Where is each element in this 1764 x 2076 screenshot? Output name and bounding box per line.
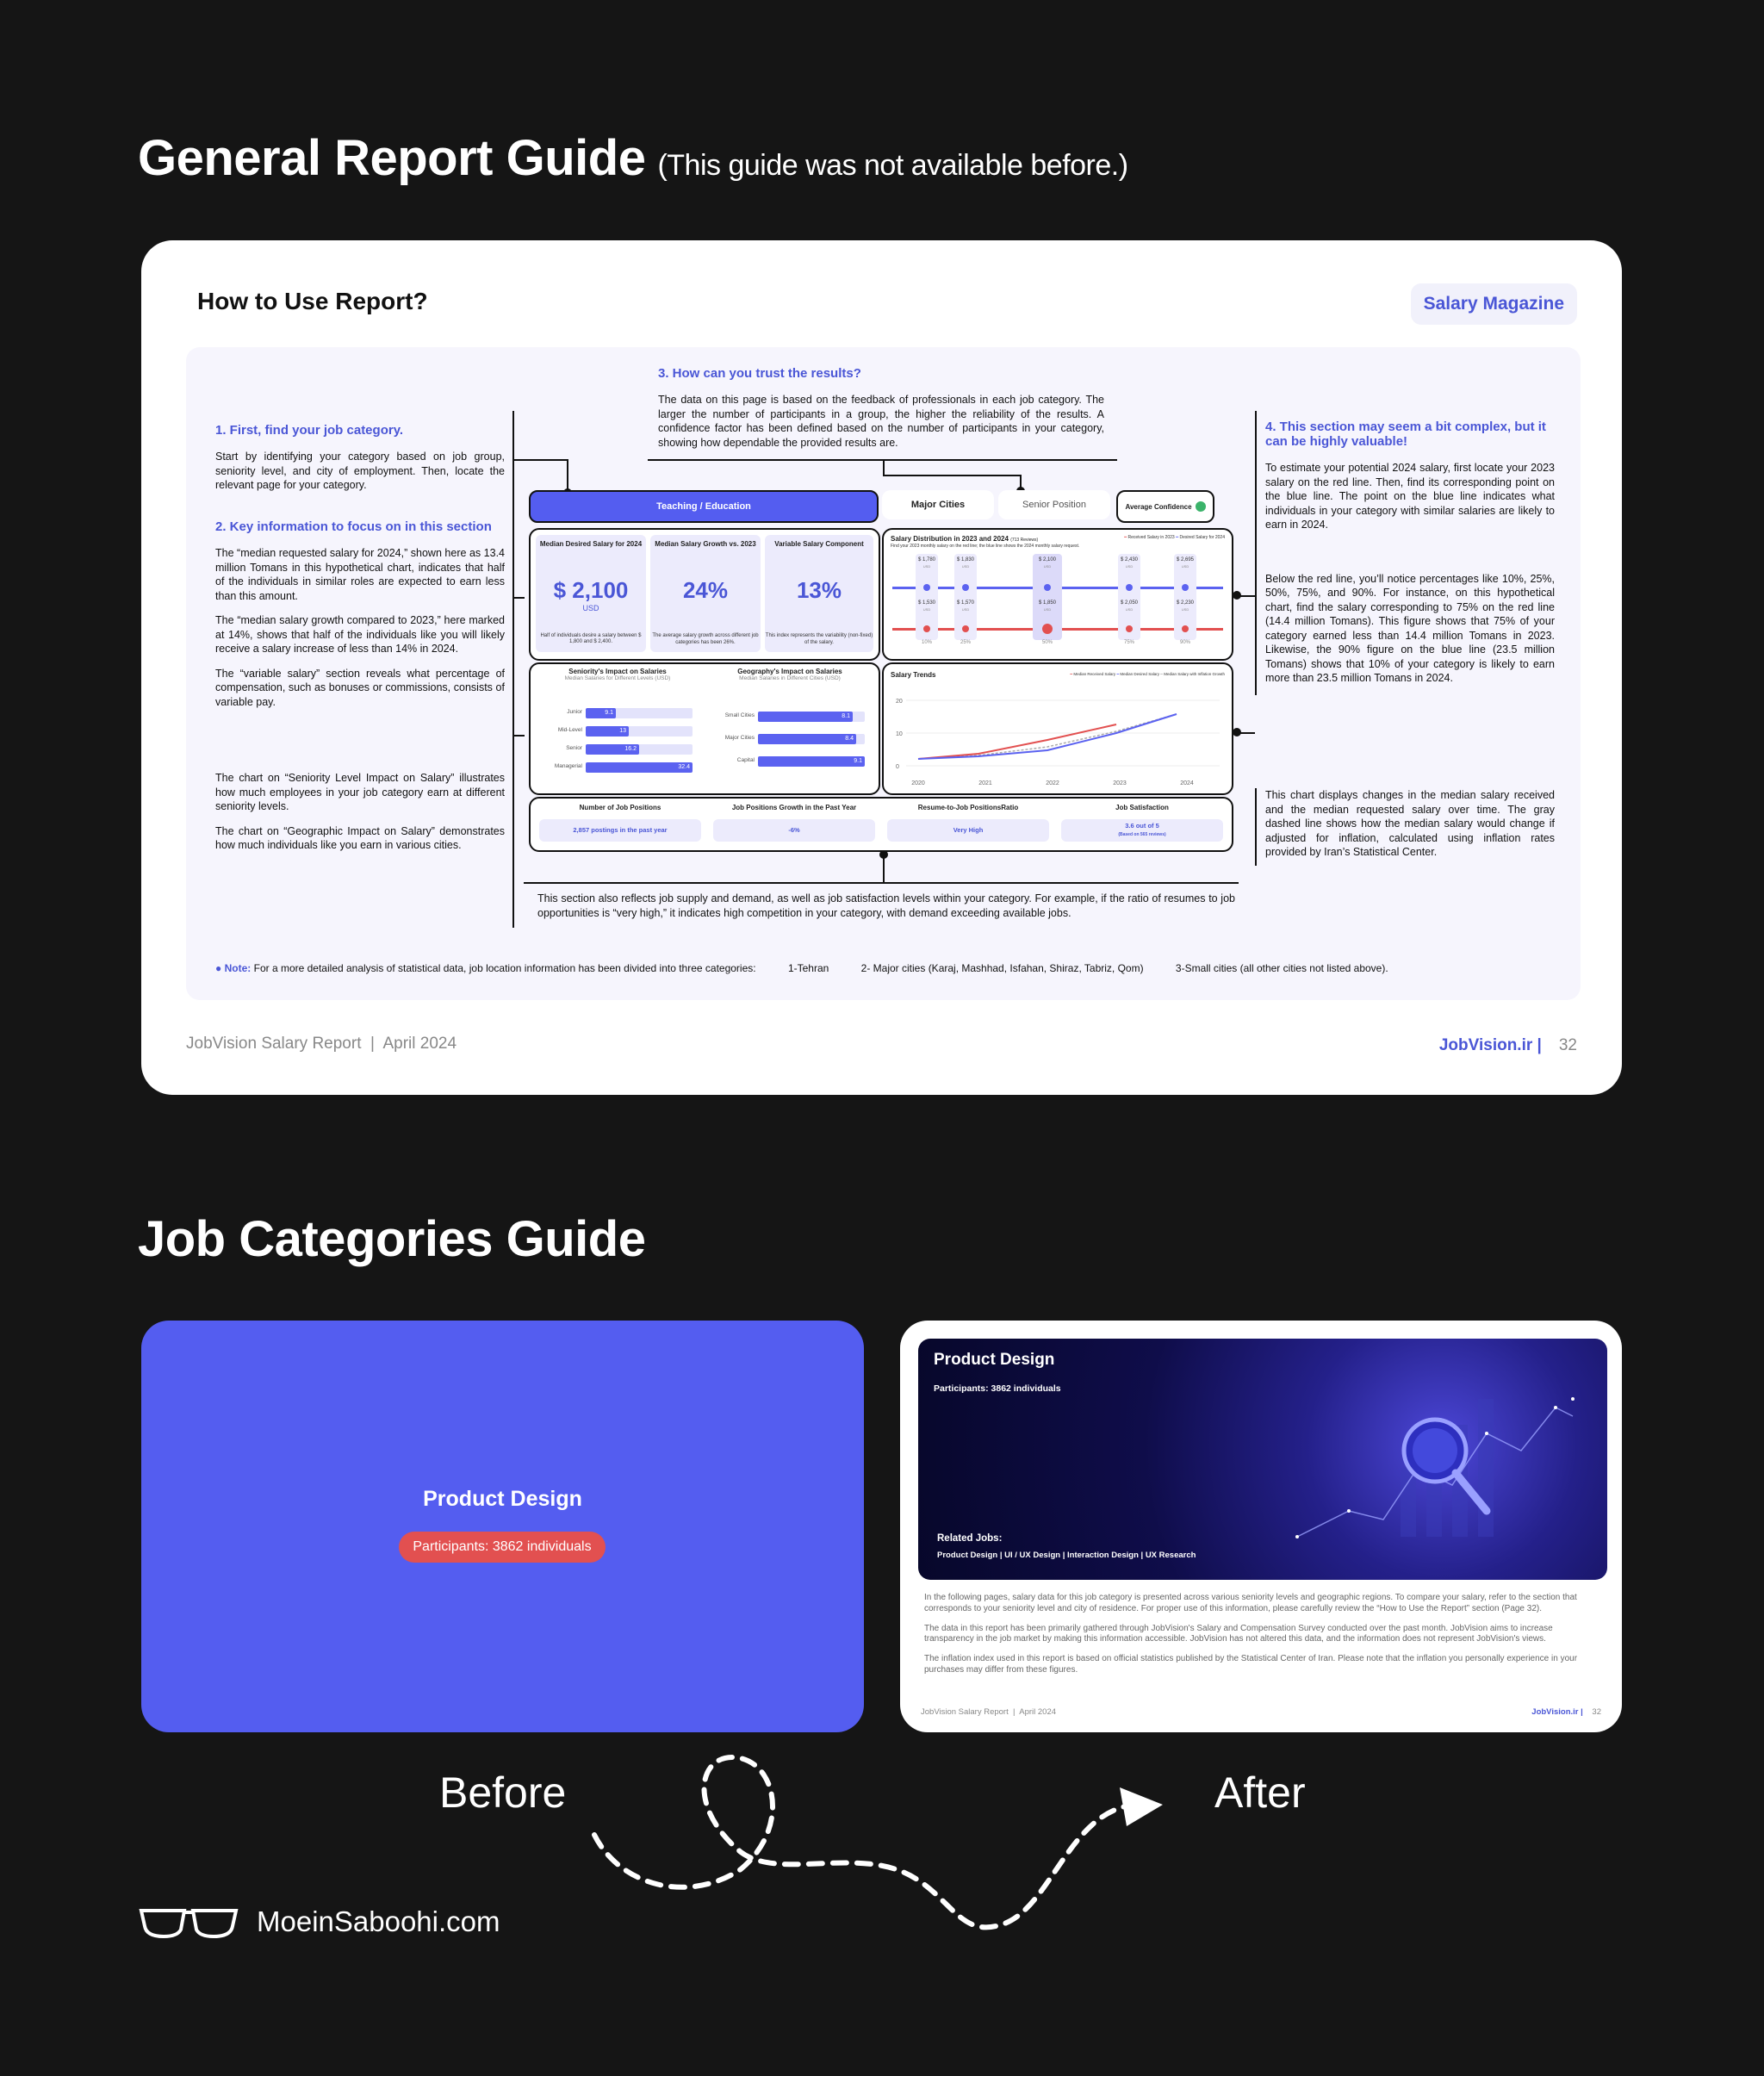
s2b-p2: The chart on “Geographic Impact on Salary” demonstrates how much individuals like you earn in various cities.	[215, 824, 505, 851]
dist-title-text: Salary Distribution in 2023 and 2024	[891, 535, 1009, 543]
tab-senior: Senior Position	[998, 490, 1110, 519]
note-c1: 1-Tehran	[787, 962, 829, 974]
section-3	[658, 366, 1104, 450]
bar: 8.4	[758, 734, 856, 744]
dist-red-point	[923, 625, 930, 632]
legend-red-icon: ━	[1070, 672, 1073, 676]
confidence-badge	[1116, 490, 1214, 523]
dashed-arrow-icon	[568, 1740, 1189, 1947]
sen-title: Seniority's Impact on Salaries	[568, 668, 667, 675]
trend-title: Salary Trends	[891, 671, 936, 679]
bottom-cell-value: 2,857 postings in the past year	[573, 826, 668, 834]
s2-p3: The “variable salary” section reveals what percentage of compensation, such as bonuses or commissions, consists of variable pay.	[215, 667, 505, 708]
dist-unit: USD	[961, 564, 970, 569]
kpi-desired	[536, 535, 646, 652]
bottom-cell-value: 3.6 out of 5	[1125, 822, 1159, 830]
after-body	[924, 1593, 1596, 1676]
dist-unit: USD	[1125, 607, 1134, 612]
before-card	[141, 1321, 864, 1732]
related-label: Related Jobs:	[937, 1533, 1003, 1544]
brand[interactable]	[138, 1904, 500, 1940]
legend-blue-icon: ━	[1176, 535, 1179, 540]
dist-bottom-value: $ 2,230	[1176, 600, 1195, 606]
bottom-strip	[529, 797, 1233, 852]
dist-unit: USD	[1043, 607, 1052, 612]
legend-red-icon: ━	[1124, 535, 1127, 540]
after-p2: The data in this report has been primarily gathered through JobVision's Salary and Compensation Survey conducted over the past month. JobVision aims to increase transparency in the job market by making this information accessible. JobVision has not altered this data, and the information does not represent JobVision's views.	[924, 1623, 1553, 1644]
bar-label: Major Cities	[724, 735, 755, 741]
kpi-box	[529, 528, 880, 661]
magnifier-chart-icon	[918, 1339, 1607, 1580]
dist-red-point	[962, 625, 969, 632]
dist-subtitle: Find your 2023 monthly salary on the red line; the blue line shows the 2024 monthly salary request.	[891, 544, 1080, 549]
kpi-title: Median Desired Salary for 2024	[539, 540, 643, 548]
dist-top-value: $ 1,780	[917, 557, 936, 563]
bottom-cell-title: Resume-to-Job PositionsRatio	[917, 804, 1019, 811]
dist-percent: 25%	[960, 640, 971, 645]
dist-percent: 75%	[1123, 640, 1134, 645]
kpi-value: $ 2,100	[553, 577, 629, 603]
after-footer-left: JobVision Salary Report | April 2024	[921, 1707, 1057, 1717]
legend-red-label: Received Salary in 2023	[1127, 535, 1175, 540]
note-label: Note:	[224, 962, 252, 974]
trend-x-tick: 2022	[1046, 780, 1059, 786]
dist-legend	[1124, 535, 1225, 540]
section-2	[215, 519, 505, 709]
dist-blue-point	[1182, 584, 1189, 591]
legend-gray-icon: ┅	[1160, 672, 1163, 676]
section-5	[537, 892, 1235, 920]
s5-rule	[524, 882, 1239, 884]
related-jobs: Product Design | UI / UX Design | Interaction Design | UX Research	[937, 1551, 1196, 1560]
dist-blue-point	[923, 584, 930, 591]
connector	[512, 597, 525, 599]
footer-page: 32	[1558, 1036, 1577, 1054]
dist-unit: USD	[1125, 564, 1134, 569]
after-card	[900, 1321, 1622, 1732]
dist-percent: 10%	[921, 640, 932, 645]
trend-ticks	[896, 699, 1220, 786]
section-1	[215, 423, 505, 493]
bar: 13	[586, 726, 629, 737]
trend-x-tick: 2024	[1180, 780, 1194, 786]
kpi-growth	[650, 535, 761, 652]
bottom-cell-title: Job Positions Growth in the Past Year	[731, 804, 857, 811]
dist-red-point	[1042, 624, 1053, 634]
bottom-cell-value: -6%	[788, 826, 800, 834]
bar-label: Senior	[566, 745, 582, 751]
right-bracket-bottom	[1255, 788, 1257, 866]
bar: 16.2	[586, 744, 639, 755]
s5-body: This section also reflects job supply and demand, as well as job satisfaction levels within your category. For example, if the ratio of resumes to job opportunities is “very high,” it indicates high competition in your category, with demand exceeding available jobs.	[537, 892, 1235, 919]
legend-l3: Median Salary with Inflation Growth	[1164, 672, 1225, 676]
s4-p3: This chart displays changes in the median salary received and the median requested salary over time. The gray dashed line shows how the median salary would change if adjusted for inflation, calculated using inflation rates provided by Iran’s Statistical Center.	[1265, 789, 1555, 858]
bar: 32.4	[586, 762, 693, 773]
dist-title	[891, 535, 1038, 543]
bottom-cell-caption: (Based on 565 reviews)	[1118, 832, 1166, 837]
kpi-caption: The average salary growth across different job categories has been 26%.	[652, 633, 759, 645]
glasses-icon	[138, 1904, 239, 1940]
s3-title: 3. How can you trust the results?	[658, 366, 861, 381]
title-note: (This guide was not available before.)	[657, 149, 1128, 182]
kpi-caption: Half of individuals desire a salary between $ 1,800 and $ 2,400.	[540, 632, 642, 645]
dist-unit: USD	[922, 607, 931, 612]
seniority-chart	[534, 668, 701, 788]
legend-l1: Median Received Salary	[1073, 672, 1116, 676]
s2-title: 2. Key information to focus on in this section	[215, 519, 492, 534]
after-footer-right[interactable]	[1531, 1707, 1601, 1717]
note-row	[215, 962, 1388, 974]
trends-box	[882, 662, 1233, 795]
bottom-cell-title: Job Satisfaction	[1115, 804, 1169, 811]
title-text: General Report Guide	[138, 130, 646, 186]
note-text: For a more detailed analysis of statistical data, job location information has been divided into three categories:	[253, 962, 756, 974]
right-bracket-top	[1255, 411, 1257, 695]
dist-unit: USD	[922, 564, 931, 569]
check-icon	[1196, 501, 1206, 512]
bar: 9.1	[758, 756, 865, 767]
legend-l2: Median Desired Salary	[1120, 672, 1159, 676]
connector	[883, 461, 885, 475]
note-c2: 2- Major cities (Karaj, Mashhad, Isfahan, Shiraz, Tabriz, Qom)	[860, 962, 1144, 974]
mock-report	[529, 490, 1244, 869]
dist-unit: USD	[1043, 564, 1052, 569]
dist-top-value: $ 1,830	[956, 557, 975, 563]
kpi-unit: USD	[582, 604, 599, 612]
section-title-categories: Job Categories Guide	[138, 1211, 646, 1267]
dist-top-value: $ 2,100	[1038, 557, 1057, 563]
left-bracket	[512, 411, 514, 928]
after-title: Product Design	[934, 1351, 1055, 1369]
after-label: After	[1214, 1768, 1306, 1817]
connector	[512, 735, 525, 737]
trend-y-tick: 0	[896, 764, 899, 770]
dist-top-value: $ 2,430	[1120, 557, 1139, 563]
trend-gray-line	[918, 714, 1177, 759]
impact-box	[529, 662, 880, 795]
after-participants: Participants: 3862 individuals	[934, 1383, 1061, 1394]
dist-red-point	[1182, 625, 1189, 632]
note-c3: 3-Small cities (all other cities not listed above).	[1175, 962, 1388, 974]
geography-chart	[706, 668, 873, 788]
dist-bottom-value: $ 1,530	[917, 600, 936, 606]
distribution-box	[882, 528, 1233, 661]
kpi-caption: This index represents the variability (non-fixed) of the salary.	[765, 633, 873, 645]
dist-top-value: $ 2,695	[1176, 557, 1195, 563]
bar-label: Mid-Level	[557, 727, 582, 733]
dist-percent: 90%	[1179, 640, 1190, 645]
bar-label: Managerial	[554, 763, 582, 769]
dist-red-point	[1126, 625, 1133, 632]
dist-bottom-value: $ 2,050	[1120, 600, 1139, 606]
bottom-cell-value: Very High	[953, 826, 984, 834]
bottom-cell-title: Number of Job Positions	[579, 804, 662, 811]
kpi-title: Median Salary Growth vs. 2023	[655, 540, 756, 548]
trend-x-tick: 2021	[978, 780, 992, 786]
trend-y-tick: 10	[896, 731, 903, 737]
legend-blue-icon: ━	[1116, 672, 1120, 676]
bar-label: Junior	[567, 709, 582, 715]
dist-bottom-value: $ 1,850	[1038, 600, 1057, 606]
trend-x-tick: 2023	[1113, 780, 1127, 786]
section-4	[1265, 420, 1555, 686]
dist-blue-point	[1126, 584, 1133, 591]
dist-unit: USD	[1181, 607, 1189, 612]
s2-p1: The “median requested salary for 2024,” shown here as 13.4 million Tomans in this hypothetical chart, indicates that half of the individuals in similar roles are expected to earn less than this amount.	[215, 547, 505, 602]
before-label: Before	[439, 1768, 567, 1817]
kpi-variable	[765, 535, 873, 652]
connector	[512, 459, 568, 461]
footer-link[interactable]: JobVision.ir |	[1438, 1036, 1542, 1054]
dist-unit: USD	[961, 607, 970, 612]
after-footer-page: 32	[1592, 1707, 1601, 1717]
s1-title: 1. First, find your job category.	[215, 423, 404, 438]
dist-percent: 50%	[1041, 640, 1053, 645]
tab-category: Teaching / Education	[529, 490, 879, 523]
section-2b	[215, 771, 505, 853]
section-4b	[1265, 788, 1555, 860]
trend-svg	[884, 664, 1232, 793]
guide-panel	[186, 347, 1581, 1000]
after-p3: The inflation index used in this report is based on official statistics published by the Statistical Center of Iran. Please note that the inflation you personally experience in your purchases may differ from these figures.	[924, 1654, 1578, 1675]
after-footer-link[interactable]: JobVision.ir |	[1531, 1707, 1583, 1717]
report-guide-card	[141, 240, 1622, 1095]
bar: 8.1	[758, 712, 853, 722]
trend-x-tick: 2020	[911, 780, 925, 786]
bar-label: Capital	[736, 757, 755, 763]
dist-bottom-value: $ 1,570	[956, 600, 975, 606]
s2-p2: The “median salary growth compared to 2023,” here marked at 14%, shows that half of the individuals like you will likely receive a salary increase of less than 14% in 2024.	[215, 614, 505, 655]
s4-p2: Below the red line, you’ll notice percentages like 10%, 25%, 50%, 75%, and 90%. For instance, on this hypothetical chart, find the salary corresponding to 75% on the red line (14.4 million Tomans). This figure shows that 75% of your category earned less than 14.4 million Tomans in 2023. Likewise, the 90% figure on the blue line (23.5 million Tomans) shows that 10% of your category is likely to earn more than 23.5 million Tomans in 2024.	[1265, 572, 1555, 684]
geo-title: Geography's Impact on Salaries	[737, 668, 842, 675]
s1-body: Start by identifying your category based on job group, seniority level, and city of employment. Then, locate the relevant page for your category.	[215, 451, 505, 491]
note-bullet-icon: ●	[215, 962, 222, 974]
bar: 9.1	[586, 708, 616, 718]
guide-title: How to Use Report?	[197, 288, 428, 314]
kpi-value: 24%	[682, 577, 729, 603]
dist-count: (713 Reviews)	[1010, 538, 1039, 543]
after-p1: In the following pages, salary data for this job category is presented across various seniority levels and geographic regions. To compare your salary, refer to the section that corresponds to your seniority level and city of residence. For proper use of this information, please carefully review the “How to Use the Report” section (Page 32).	[924, 1593, 1577, 1613]
kpi-value: 13%	[796, 577, 842, 603]
legend-blue-label: Desired Salary for 2024	[1179, 535, 1225, 540]
confidence-label: Average Confidence	[1125, 502, 1192, 511]
tab-major-cities: Major Cities	[882, 490, 994, 519]
brand-site[interactable]: MoeinSaboohi.com	[257, 1905, 500, 1937]
s4-p1: To estimate your potential 2024 salary, first locate your 2023 salary on the red line. Then, find its corresponding point on the blue line. The point on the blue line indicates what individuals in your category with similar salaries are likely to earn in 2024.	[1265, 462, 1555, 531]
before-title: Product Design	[423, 1487, 582, 1511]
section-title-general	[138, 129, 1128, 187]
connector	[883, 475, 1021, 476]
guide-footer-left: JobVision Salary Report | April 2024	[186, 1035, 457, 1053]
salary-magazine-badge: Salary Magazine	[1411, 283, 1577, 325]
trend-blue-line	[918, 714, 1177, 759]
geo-subtitle: Median Salaries in Different Cities (USD)	[739, 675, 841, 681]
s2b-p1: The chart on “Seniority Level Impact on Salary” illustrates how much employees in your job category earn at different seniority levels.	[215, 772, 505, 812]
trend-y-tick: 20	[896, 699, 903, 705]
before-participants-pill: Participants: 3862 individuals	[399, 1532, 606, 1563]
dist-blue-point	[962, 584, 969, 591]
dist-unit: USD	[1181, 564, 1189, 569]
dist-blue-point	[1044, 584, 1051, 591]
bar-label: Small Cities	[724, 712, 755, 718]
after-hero	[918, 1339, 1607, 1580]
s4-title: 4. This section may seem a bit complex, but it can be highly valuable!	[1265, 420, 1546, 449]
guide-footer-right[interactable]	[1439, 1036, 1577, 1055]
sen-subtitle: Median Salaries for Different Levels (USD)	[564, 675, 671, 681]
s3-body: The data on this page is based on the feedback of professionals in each job category. The larger the number of participants in a group, the higher the reliability of the results. A confidence factor has been defined based on the number of participants in your category, showing how dependable the provided results are.	[658, 394, 1104, 449]
kpi-title: Variable Salary Component	[774, 540, 864, 548]
